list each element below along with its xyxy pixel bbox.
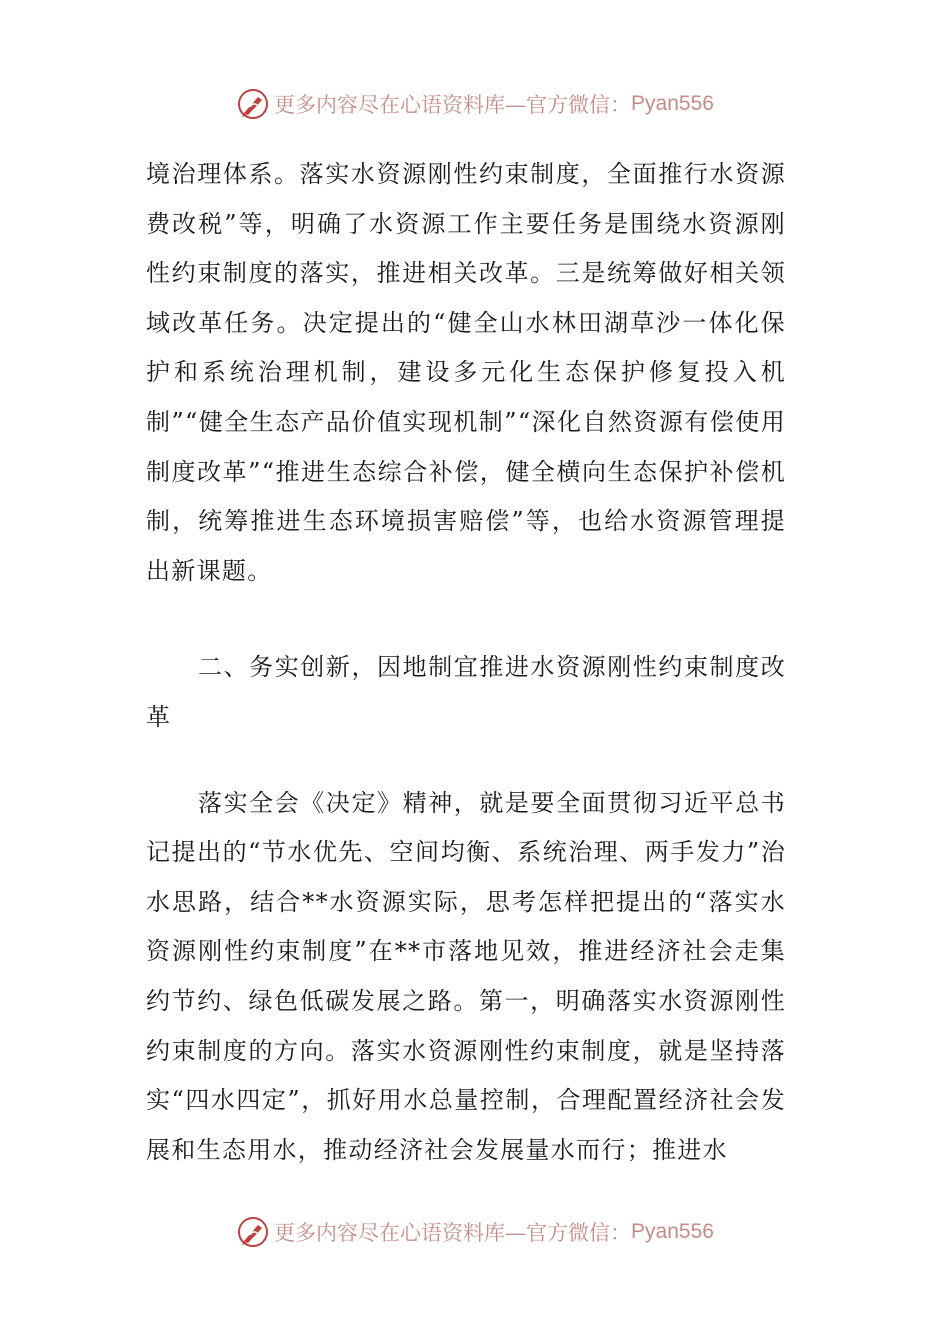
watermark-wechat-id: Pyan556 — [631, 92, 714, 115]
watermark-text: 更多内容尽在心语资料库—官方微信： — [274, 93, 632, 117]
watermark-text: 更多内容尽在心语资料库—官方微信： — [274, 1221, 632, 1245]
footer-watermark — [0, 1212, 950, 1252]
document-body — [146, 150, 786, 1175]
body-paragraph: 落实全会《决定》精神，就是要全面贯彻习近平总书记提出的“节水优先、空间均衡、系统治理、两手发力”治水思路，结合**水资源实际，思考怎样把提出的“落实水资源刚性约束制度”在**市落地见效，推进经济社会走集约节约、绿色低碳发展之路。第一，明确落实水资源刚性约束制度的方向。落实水资源刚性约束制度，就是坚持落实“四水四定”，抓好用水总量控制，合理配置经济社会发展和生态用水，推动经济社会发展量水而行；推进水 — [146, 788, 786, 1164]
pen-logo-icon — [236, 87, 270, 121]
section-heading: 二、务实创新，因地制宜推进水资源刚性约束制度改革 — [146, 653, 786, 731]
pen-logo-icon — [236, 1215, 270, 1249]
body-paragraph: 境治理体系。落实水资源刚性约束制度，全面推行水资源费改税”等，明确了水资源工作主要任务是围绕水资源刚性约束制度的落实，推进相关改革。三是统筹做好相关领域改革任务。决定提出的“健全山水林田湖草沙一体化保护和系统治理机制，建设多元化生态保护修复投入机制”“健全生态产品价值实现机制”“深化自然资源有偿使用制度改革”“推进生态综合补偿，健全横向生态保护补偿机制，统筹推进生态环境损害赔偿”等，也给水资源管理提出新课题。 — [146, 160, 786, 585]
header-watermark — [0, 84, 950, 124]
watermark-wechat-id: Pyan556 — [631, 1220, 714, 1243]
